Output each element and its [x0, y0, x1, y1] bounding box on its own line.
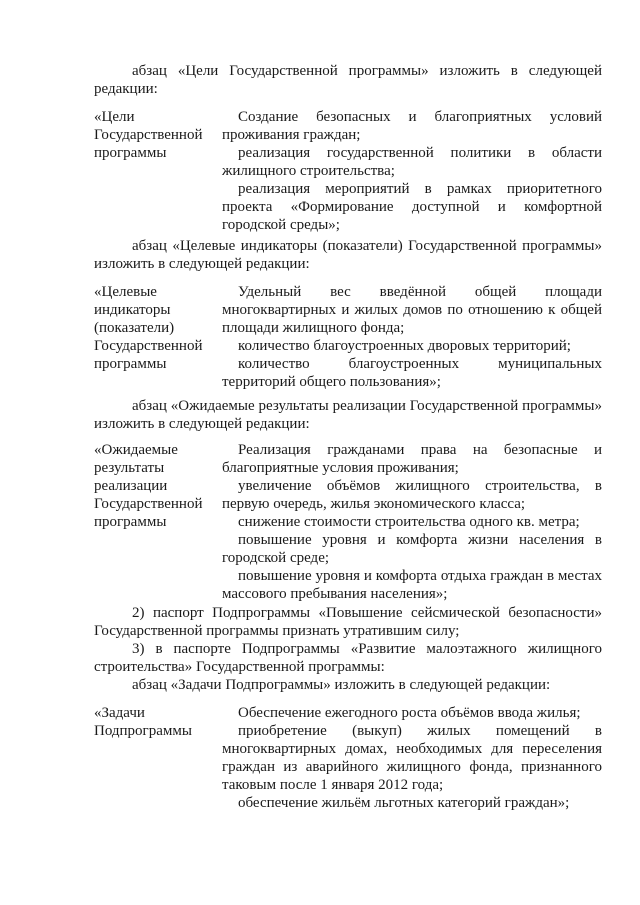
content-item: приобретение (выкуп) жилых помещений в многоквартирных домах, необходимых для переселения граждан из аварийного жилищного фонда, признанного таковым после 1 января 2012 года;: [222, 723, 602, 793]
content-item: Обеспечение ежегодного роста объёмов ввода жилья;: [238, 705, 581, 721]
row-label: «Цели Государственной программы: [94, 109, 203, 161]
row-content: [222, 283, 602, 391]
section-intro: абзац «Ожидаемые результаты реализации Государственной программы» изложить в следующей редакции:: [94, 398, 602, 432]
paragraph: 3) в паспорте Подпрограммы «Развитие малоэтажного жилищного строительства» Государственной программы:: [94, 641, 602, 675]
content-item: количество благоустроенных дворовых территорий;: [238, 338, 571, 354]
section-intro: абзац «Цели Государственной программы» изложить в следующей редакции:: [94, 63, 602, 97]
content-item: количество благоустроенных муниципальных территорий общего пользования»;: [222, 356, 602, 390]
content-item: реализация государственной политики в области жилищного строительства;: [222, 145, 602, 179]
content-item: обеспечение жильём льготных категорий граждан»;: [238, 795, 570, 811]
row-content: [222, 704, 602, 812]
content-item: снижение стоимости строительства одного кв. метра;: [238, 514, 580, 530]
row-label: «Целевые индикаторы (показатели) Государственной программы: [94, 284, 203, 372]
content-item: Создание безопасных и благоприятных условий проживания граждан;: [222, 109, 602, 143]
content-item: увеличение объёмов жилищного строительства, в первую очередь, жилья экономического класса;: [222, 478, 602, 512]
content-item: Реализация гражданами права на безопасные и благоприятные условия проживания;: [222, 442, 602, 476]
row-content: [222, 108, 602, 234]
content-item: Удельный вес введённой общей площади многоквартирных и жилых домов по отношению к общей площади жилищного фонда;: [222, 284, 602, 336]
content-item: повышение уровня и комфорта жизни населения в городской среде;: [222, 532, 602, 566]
content-item: повышение уровня и комфорта отдыха граждан в местах массового пребывания населения»;: [222, 568, 602, 602]
row-label: «Задачи Подпрограммы: [94, 705, 192, 739]
content-item: реализация мероприятий в рамках приоритетного проекта «Формирование доступной и комфортной городской среды»;: [222, 181, 602, 233]
section-intro: абзац «Целевые индикаторы (показатели) Государственной программы» изложить в следующей редакции:: [94, 238, 602, 272]
paragraph: абзац «Задачи Подпрограммы» изложить в следующей редакции:: [132, 677, 551, 693]
paragraph: 2) паспорт Подпрограммы «Повышение сейсмической безопасности» Государственной программы признать утратившим силу;: [94, 605, 602, 639]
row-label: «Ожидаемые результаты реализации Государственной программы: [94, 442, 203, 530]
row-content: [222, 441, 602, 603]
